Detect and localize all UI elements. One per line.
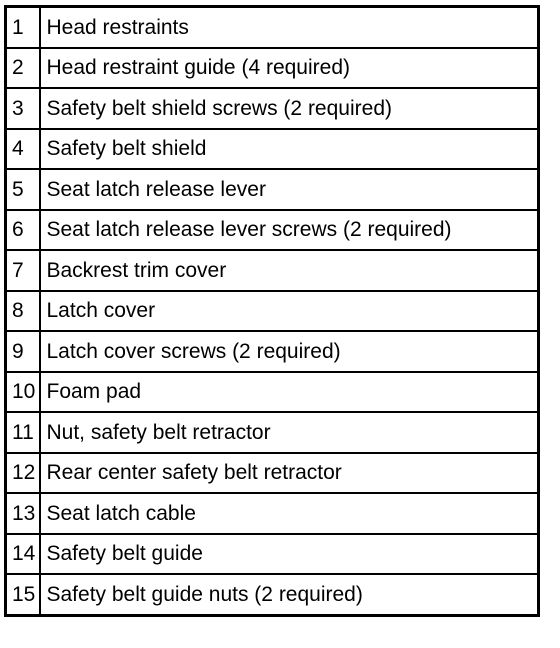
table-row — [6, 453, 539, 494]
item-number: 9 — [6, 331, 40, 372]
item-description: Latch cover — [40, 291, 539, 332]
item-description: Safety belt shield — [40, 129, 539, 170]
item-description: Safety belt guide — [40, 534, 539, 575]
table-row — [6, 88, 539, 129]
table-row — [6, 169, 539, 210]
item-description: Safety belt shield screws (2 required) — [40, 88, 539, 129]
item-description: Latch cover screws (2 required) — [40, 331, 539, 372]
table-row — [6, 129, 539, 170]
item-description: Head restraints — [40, 7, 539, 48]
item-description: Nut, safety belt retractor — [40, 412, 539, 453]
item-description: Backrest trim cover — [40, 250, 539, 291]
item-number: 6 — [6, 210, 40, 251]
table-row — [6, 291, 539, 332]
table-row — [6, 7, 539, 48]
table-row — [6, 372, 539, 413]
table-row — [6, 210, 539, 251]
parts-legend-table — [4, 5, 540, 617]
item-description: Seat latch release lever screws (2 required) — [40, 210, 539, 251]
item-number: 3 — [6, 88, 40, 129]
item-number: 2 — [6, 48, 40, 89]
item-description: Seat latch release lever — [40, 169, 539, 210]
item-description: Head restraint guide (4 required) — [40, 48, 539, 89]
item-number: 11 — [6, 412, 40, 453]
item-number: 10 — [6, 372, 40, 413]
table-row — [6, 534, 539, 575]
item-description: Seat latch cable — [40, 493, 539, 534]
item-number: 1 — [6, 7, 40, 48]
item-number: 12 — [6, 453, 40, 494]
table-row — [6, 574, 539, 615]
item-number: 15 — [6, 574, 40, 615]
table-row — [6, 48, 539, 89]
item-number: 7 — [6, 250, 40, 291]
item-description: Safety belt guide nuts (2 required) — [40, 574, 539, 615]
table-row — [6, 331, 539, 372]
item-number: 4 — [6, 129, 40, 170]
parts-legend-body — [6, 7, 539, 616]
item-description: Rear center safety belt retractor — [40, 453, 539, 494]
table-row — [6, 250, 539, 291]
item-number: 8 — [6, 291, 40, 332]
item-number: 14 — [6, 534, 40, 575]
item-number: 5 — [6, 169, 40, 210]
table-row — [6, 493, 539, 534]
item-number: 13 — [6, 493, 40, 534]
table-row — [6, 412, 539, 453]
item-description: Foam pad — [40, 372, 539, 413]
